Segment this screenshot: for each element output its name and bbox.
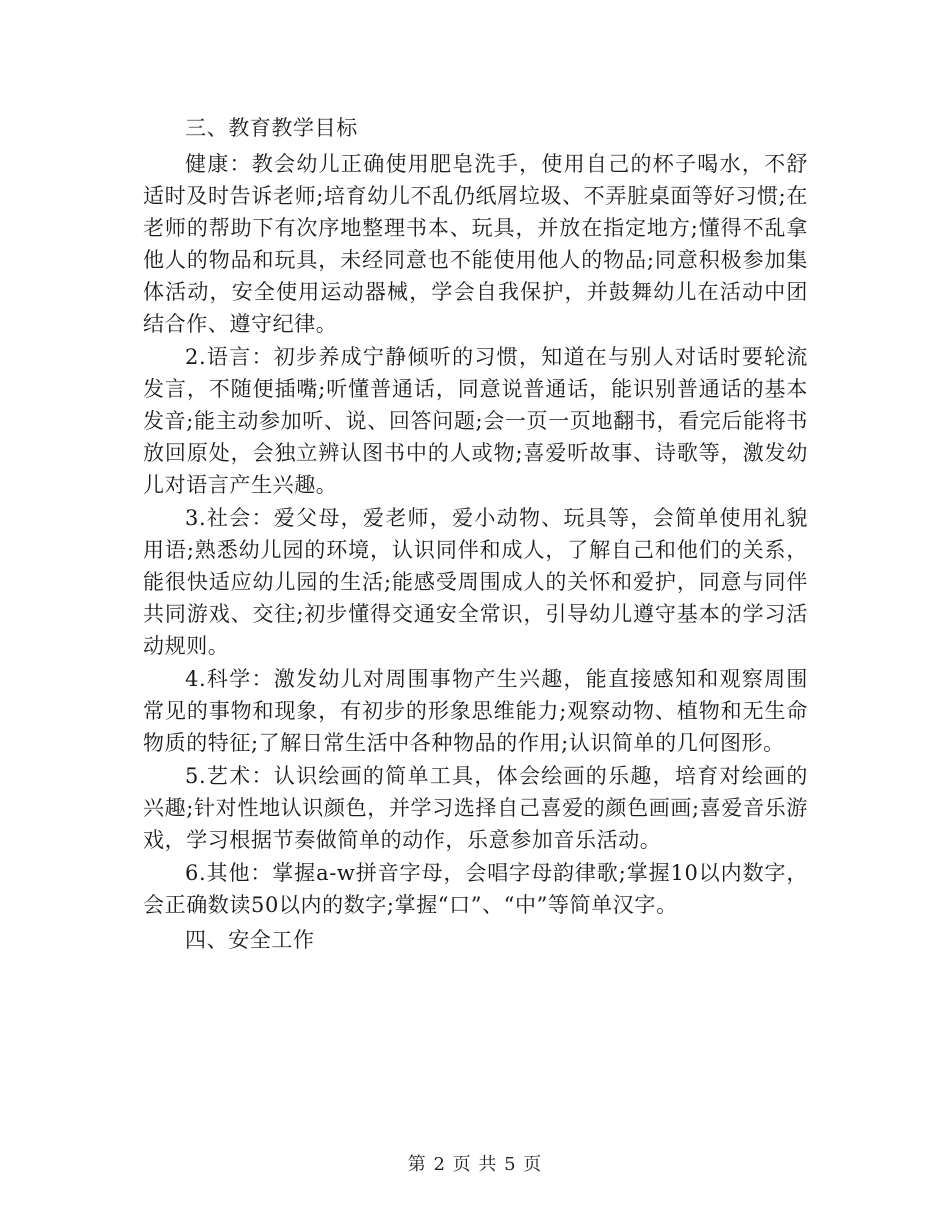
document-body: [143, 112, 808, 960]
paragraph-other: 6.其他：掌握a-w拼音字母，会唱字母韵律歌;掌握10以内数字，会正确数读50以内的数字;掌握“口”、“中”等简单汉字。: [143, 861, 808, 917]
section-heading-goals: 三、教育教学目标: [185, 116, 358, 140]
paragraph-science: 4.科学：激发幼儿对周围事物产生兴趣，能直接感知和观察周围常见的事物和现象，有初步的形象思维能力;观察动物、植物和无生命物质的特征;了解日常生活中各种物品的作用;认识简单的几何图形。: [143, 667, 808, 755]
section-heading-safety: 四、安全工作: [185, 928, 315, 952]
paragraph-society: 3.社会：爱父母，爱老师，爱小动物、玩具等，会简单使用礼貌用语;熟悉幼儿园的环境，认识同伴和成人，了解自己和他们的关系，能很快适应幼儿园的生活;能感受周围成人的关怀和爱护，同意与同伴共同游戏、交往;初步懂得交通安全常识，引导幼儿遵守基本的学习活动规则。: [143, 506, 808, 658]
page-number-footer: 第 2 页 共 5 页: [407, 1154, 543, 1175]
paragraph-language: 2.语言：初步养成宁静倾听的习惯，知道在与别人对话时要轮流发言，不随便插嘴;听懂普通话，同意说普通话，能识别普通话的基本发音;能主动参加听、说、回答问题;会一页一页地翻书，看完后能将书放回原处，会独立辨认图书中的人或物;喜爱听故事、诗歌等，激发幼儿对语言产生兴趣。: [143, 345, 808, 497]
paragraph-health: 健康：教会幼儿正确使用肥皂洗手，使用自己的杯子喝水，不舒适时及时告诉老师;培育幼儿不乱仍纸屑垃圾、不弄脏桌面等好习惯;在老师的帮助下有次序地整理书本、玩具，并放在指定地方;懂得不乱拿他人的物品和玩具，未经同意也不能使用他人的物品;同意积极参加集体活动，安全使用运动器械，学会自我保护，并鼓舞幼儿在活动中团结合作、遵守纪律。: [143, 152, 808, 336]
paragraph-art: 5.艺术：认识绘画的简单工具，体会绘画的乐趣，培育对绘画的兴趣;针对性地认识颜色，并学习选择自己喜爱的颜色画画;喜爱音乐游戏，学习根据节奏做简单的动作，乐意参加音乐活动。: [143, 764, 808, 852]
